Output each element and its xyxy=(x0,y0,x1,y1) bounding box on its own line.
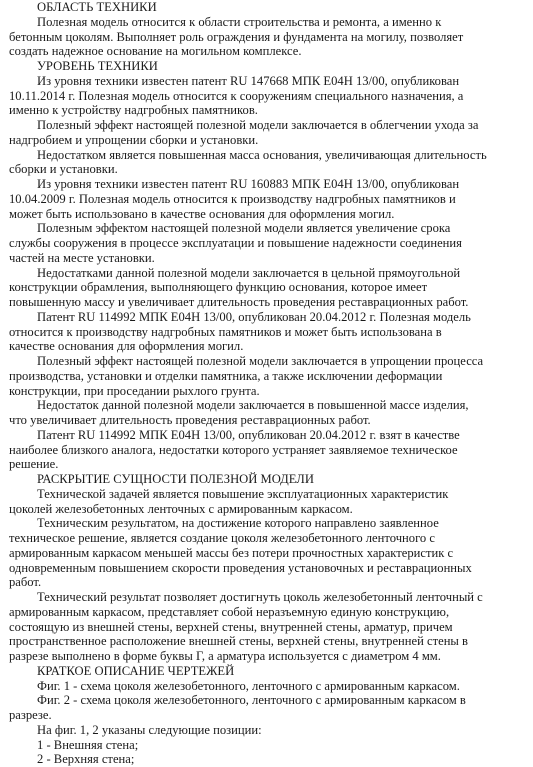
text-line: работ. xyxy=(9,575,42,590)
text-line: службы сооружения в процессе эксплуатации и повышение надежности соединения xyxy=(9,236,462,250)
text-line: Фиг. 2 - схема цоколя железобетонного, ленточного с армированным каркасом в xyxy=(37,693,466,708)
text-line: надгробием и упрощении сборки и установки. xyxy=(9,132,259,147)
text-line: Недостаток данной полезной модели заключается в повышенной массе изделия, xyxy=(37,398,469,413)
text-line: Недостатком является повышенная масса основания, увеличивающая длительность xyxy=(37,147,487,162)
text-line: конструкции обрамления, выполняющего функцию основания, которое имеет xyxy=(9,280,428,295)
text-line: сборки и установки. xyxy=(9,162,118,177)
text-line: Полезная модель относится к области строительства и ремонта, а именно к xyxy=(37,14,442,29)
text-line: Патент RU 114992 МПК E04H 13/00, опубликован 20.04.2012 г. взят в качестве xyxy=(37,427,460,442)
text-line: конструкции, при проседании рыхлого грунта. xyxy=(9,383,260,398)
text-line: разрезе выполнено в форме буквы Г, а арматура используется с диаметром 4 мм. xyxy=(9,649,441,663)
text-line: 10.04.2009 г. Полезная модель относится к производству надгробных памятников и xyxy=(9,191,456,206)
text-line: частей на месте установки. xyxy=(9,250,155,265)
text-line: разрезе. xyxy=(9,708,52,722)
text-line: Полезный эффект настоящей полезной модели заключается в упрощении процесса xyxy=(37,354,484,368)
text-line: Технической задачей является повышение эксплуатационных характеристик xyxy=(37,486,449,501)
text-line: техническое решение, является создание цоколя железобетонного ленточного с xyxy=(9,531,435,545)
text-line: армированным каркасом меньшей массы без потери прочностных характеристик с xyxy=(9,545,454,560)
text-line: 2 - Верхняя стена; xyxy=(37,752,135,767)
text-line: Полезный эффект настоящей полезной модели заключается в облегчении ухода за xyxy=(37,118,479,132)
text-line: Недостатками данной полезной модели заключается в цельной прямоугольной xyxy=(37,265,461,280)
text-line: Фиг. 1 - схема цоколя железобетонного, ленточного с армированным каркасом. xyxy=(37,678,460,693)
section-heading: УРОВЕНЬ ТЕХНИКИ xyxy=(37,59,158,73)
text-line: Технический результат позволяет достигнуть цоколь железобетонный ленточный с xyxy=(37,590,483,604)
text-line: производства, установки и отделки памятника, а также исключении деформации xyxy=(9,368,443,383)
text-line: На фиг. 1, 2 указаны следующие позиции: xyxy=(37,722,262,737)
text-line: относится к производству надгробных памятников и может быть использована в xyxy=(9,324,442,339)
text-line: создать надежное основание на могильном комплексе. xyxy=(9,44,302,59)
text-line: наиболее близкого аналога, недостатки которого устраняет заявляемое техническое xyxy=(9,442,458,457)
text-line: пространственное расположение внешней стены, верхней стены, внутренней стены в xyxy=(9,634,468,649)
text-line: 1 - Внешняя стена; xyxy=(37,737,139,752)
text-line: армированным каркасом, представляет собой неразъемную единую конструкцию, xyxy=(9,604,450,619)
text-line: Полезным эффектом настоящей полезной модели является увеличение срока xyxy=(37,221,451,236)
text-line: качестве основания для оформления могил. xyxy=(9,339,244,354)
text-line: одновременным повышением скорости проведения установочных и реставрационных xyxy=(9,560,472,575)
text-line: именно к устройству надгробных памятников. xyxy=(9,103,258,118)
text-line: бетонным цоколям. Выполняет роль ограждения и фундамента на могилу, позволяет xyxy=(9,29,464,44)
text-line: цоколей железобетонных ленточных с армированным каркасом. xyxy=(9,501,353,516)
text-line: 10.11.2014 г. Полезная модель относится к сооружениям специального назначения, а xyxy=(9,88,464,103)
text-line: повышенную массу и увеличивает длительность проведения реставрационных работ. xyxy=(9,295,469,309)
text-line: Техническим результатом, на достижение которого направлено заявленное xyxy=(37,516,439,531)
text-line: что увеличивает длительность проведения реставрационных работ. xyxy=(9,413,371,427)
text-line: Из уровня техники известен патент RU 147668 МПК E04H 13/00, опубликован xyxy=(37,73,460,88)
section-heading: КРАТКОЕ ОПИСАНИЕ ЧЕРТЕЖЕЙ xyxy=(37,663,235,678)
text-line: Патент RU 114992 МПК E04H 13/00, опубликован 20.04.2012 г. Полезная модель xyxy=(37,309,471,324)
text-line: решение. xyxy=(9,457,59,472)
section-heading: РАСКРЫТИЕ СУЩНОСТИ ПОЛЕЗНОЙ МОДЕЛИ xyxy=(37,472,314,486)
text-line: Из уровня техники известен патент RU 160883 МПК E04H 13/00, опубликован xyxy=(37,177,460,191)
section-heading: ОБЛАСТЬ ТЕХНИКИ xyxy=(37,0,157,14)
text-line: может быть использовано в качестве основания для оформления могил. xyxy=(9,206,395,221)
text-line: состоящую из внешней стены, верхней стены, внутренней стены, арматур, причем xyxy=(9,619,453,634)
